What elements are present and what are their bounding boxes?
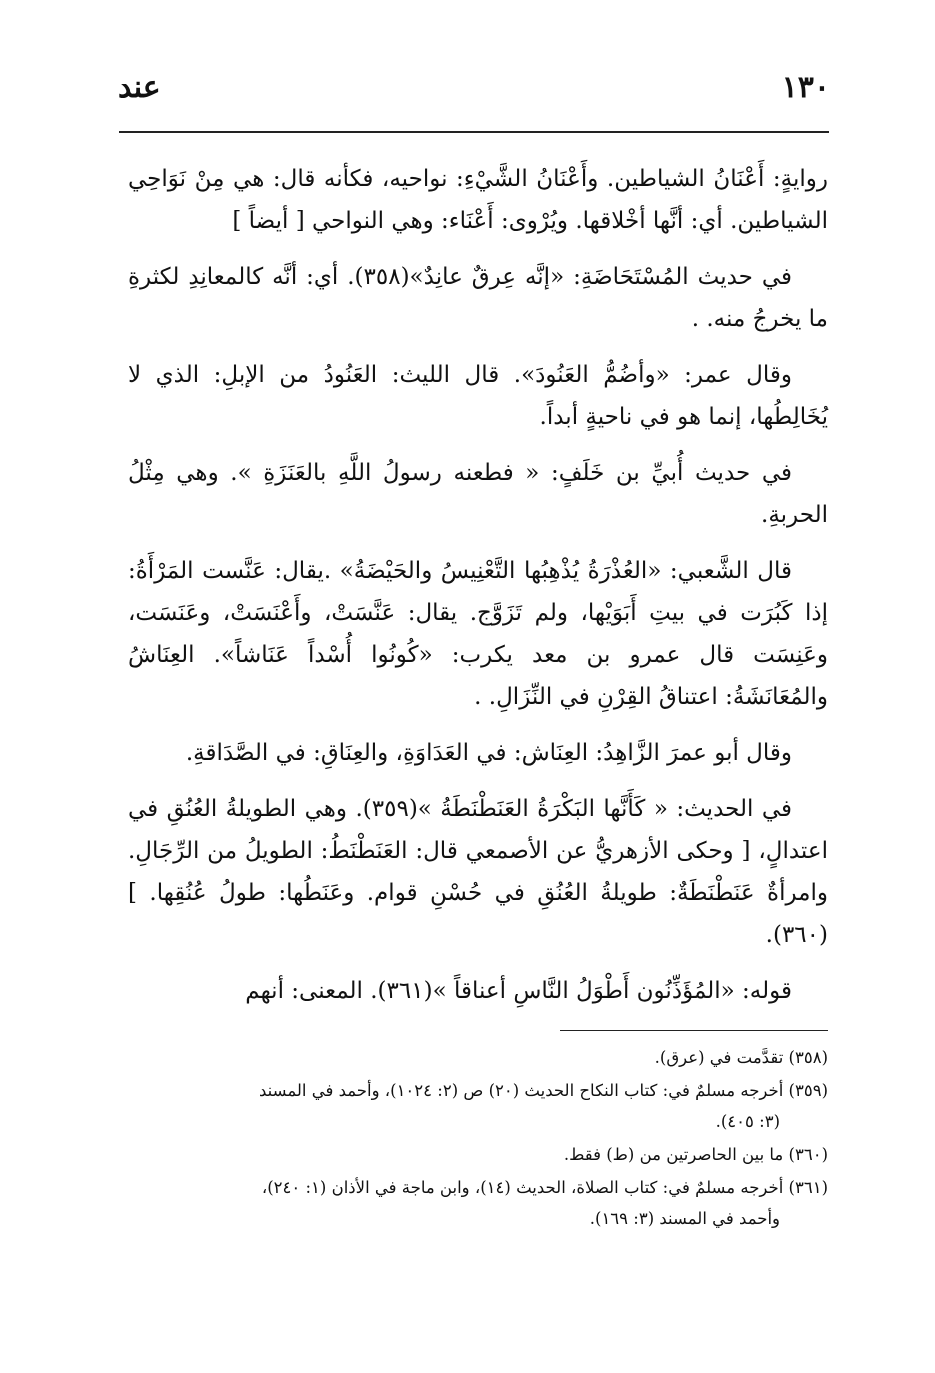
footnote-text: (٣٥٨) تقدَّمت في (عرق). [654,1048,828,1067]
main-text [128,158,828,1026]
running-head: عند [118,70,161,105]
header-rule [119,131,829,133]
paragraph-4: في حديث أُبيِّ بن خَلَفٍ: « فطعنه رسولُ اللَّهِ بالعَنَزَةِ ». وهي مِثْلُ الحربةِ. [128,460,828,528]
paragraph-2: في حديث المُسْتَحَاضَةِ: «إنَّه عِرقٌ عانِدٌ»(٣٥٨). أي: أنَّه كالمعانِدِ لكثرةِ ما يخرجُ منه. . [128,264,828,332]
page-header [118,70,830,118]
footnote-text: (٣٦١) أخرجه مسلمٌ في: كتاب الصلاة، الحديث (١٤)، وابن ماجة في الأذان (١: ٢٤٠)، [261,1178,828,1197]
page-number: ١٣٠ [781,70,830,105]
paragraph-7: في الحديث: « كَأَنَّها البَكْرَةُ العَنَطْنَطَةُ »(٣٥٩). وهي الطويلةُ العُنُقِ في اعتدالٍ، [ وحكى الأزهريُّ عن الأصمعي قال: العَنَطْنَطُ: الطويلُ من الرِّجَالِ. وامرأةٌ عَنَطْنَطَةٌ: طويلةُ العُنُقِ في حُسْنِ قوام. وعَنَطُها: طولُ عُنُقِها. ](٣٦٠). [128,796,828,948]
footnote-continuation: وأحمد في المسند (٣: ١٦٩). [589,1209,780,1228]
paragraph-3: وقال عمر: «وأضُمُّ العَنُودَ». قال الليث: العَنُودُ من الإبلِ: الذي لا يُخَالِطُها، إنما هو في ناحيةٍ أبداً. [128,362,828,430]
paragraph-1: روايةٍ: أَعْنَانُ الشياطين. وأَعْنَانُ الشَّيْءِ: نواحيه، فكأنه قال: هي مِنْ نَوَاحِي الشياطين. أي: أنَّها أخْلاقها. ويُرْوى: أَعْنَاء: وهي النواحي [ أيضاً ] [128,166,828,234]
footnote-rule [560,1030,828,1031]
footnote-358 [122,1042,828,1073]
footnote-continuation: (٣: ٤٠٥). [715,1112,780,1131]
footnote-text: (٣٦٠) ما بين الحاصرتين من (ط) فقط. [563,1145,828,1164]
footnotes [122,1042,828,1236]
footnote-361 [122,1172,828,1234]
paragraph-8: قوله: «المُؤَذِّنُون أَطْوَلُ النَّاسِ أعناقاً »(٣٦١). المعنى: أنهم [245,978,792,1004]
paragraph-5: قال الشَّعبي: «العُذْرَةُ يُذْهِبُها التَّعْنِيسُ والحَيْضَةُ» .يقال: عَنَّست المَرْأَةُ: إذا كَبُرَت في بيتِ أَبَوَيْها، ولم تَزَوَّج. يقال: عَنَّسَتْ، وأَعْنَسَتْ، وعَنَسَت، وعَنِسَت قال عمرو بن معد يكرب: «كُونُوا أُسْداً عَنَاشاً». العِنَاشُ والمُعَانَشَةُ: اعتناقُ القِرْنِ في النِّزَالِ. . [128,558,828,710]
footnote-360 [122,1139,828,1170]
footnote-359 [122,1075,828,1137]
footnote-text: (٣٥٩) أخرجه مسلمٌ في: كتاب النكاح الحديث (٢٠) ص (٢: ١٠٢٤)، وأحمد في المسند [258,1081,828,1100]
paragraph-6: وقال أبو عمرَ الزَّاهِدُ: العِنَاش: في العَدَاوَةِ، والعِنَاقِ: في الصَّدَاقةِ. [185,740,792,766]
